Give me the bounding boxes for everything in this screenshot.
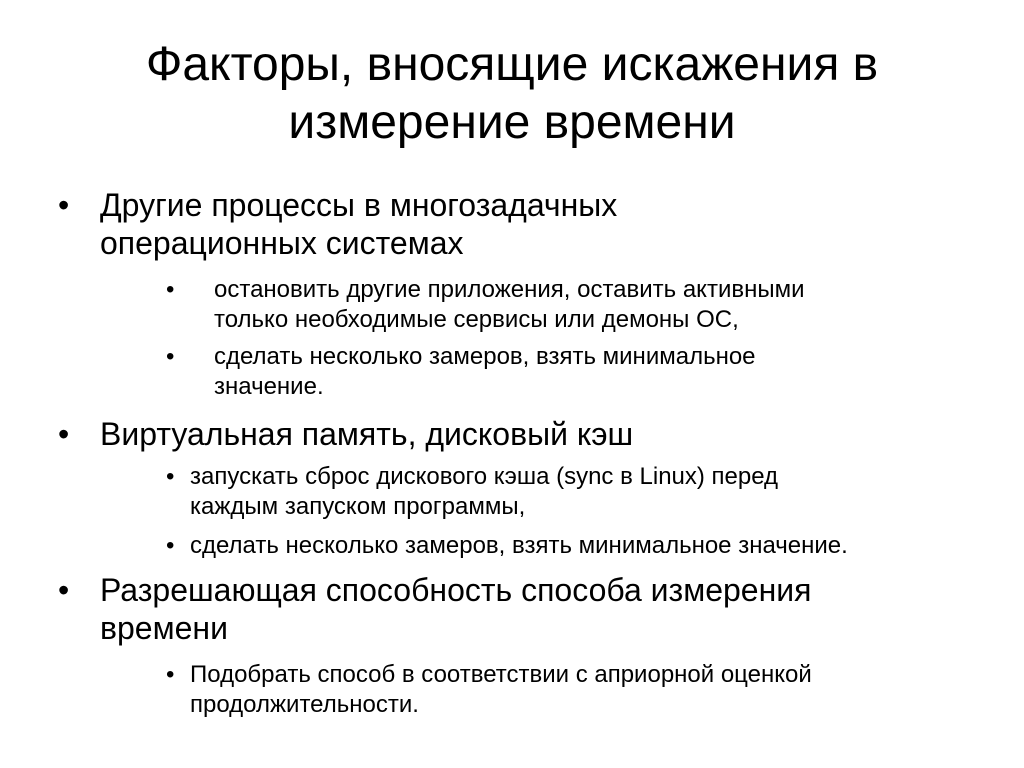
bullet-icon: •: [58, 416, 70, 452]
slide-title: [0, 36, 1024, 152]
bullet-line: Разрешающая способность способа измерения: [100, 572, 812, 608]
sub-bullet-icon: •: [166, 532, 175, 559]
sub-bullet-line: Подобрать способ в соответствии с априорной оценкой: [190, 661, 812, 688]
bullet-text: [100, 415, 1000, 453]
bullet-line: операционных системах: [100, 225, 464, 261]
bullet-text: [100, 571, 1000, 647]
bullet-line: Другие процессы в многозадачных: [100, 187, 618, 223]
sub-bullet-icon: •: [166, 276, 175, 303]
sub-bullet-line: сделать несколько замеров, взять минимальное: [214, 343, 756, 370]
bullet-line: Виртуальная память, дисковый кэш: [100, 416, 634, 452]
sub-bullet-line: только необходимые сервисы или демоны ОС,: [214, 306, 739, 333]
sub-bullet-text: [214, 342, 756, 402]
sub-bullet-line: сделать несколько замеров, взять минимальное значение.: [190, 532, 848, 559]
sub-bullet-icon: •: [166, 463, 175, 490]
title-line: измерение времени: [288, 96, 736, 149]
sub-bullet-icon: •: [166, 661, 175, 688]
sub-bullet-text: [190, 660, 812, 720]
sub-bullet-line: продолжительности.: [190, 691, 419, 718]
bullet-icon: •: [58, 572, 70, 608]
title-line: Факторы, вносящие искажения в: [145, 38, 879, 91]
bullet-text: [100, 186, 1000, 262]
sub-bullet-line: каждым запуском программы,: [190, 493, 526, 520]
sub-bullet-icon: •: [166, 343, 175, 370]
sub-bullet-text: [214, 275, 805, 335]
bullet-line: времени: [100, 610, 228, 646]
sub-bullet-line: запускать сброс дискового кэша (sync в Linux) перед: [190, 463, 779, 490]
sub-bullet-line: остановить другие приложения, оставить активными: [214, 276, 805, 303]
sub-bullet-line: значение.: [214, 373, 324, 400]
sub-bullet-text: [190, 531, 848, 561]
sub-bullet-text: [190, 462, 778, 522]
bullet-icon: •: [58, 187, 70, 223]
